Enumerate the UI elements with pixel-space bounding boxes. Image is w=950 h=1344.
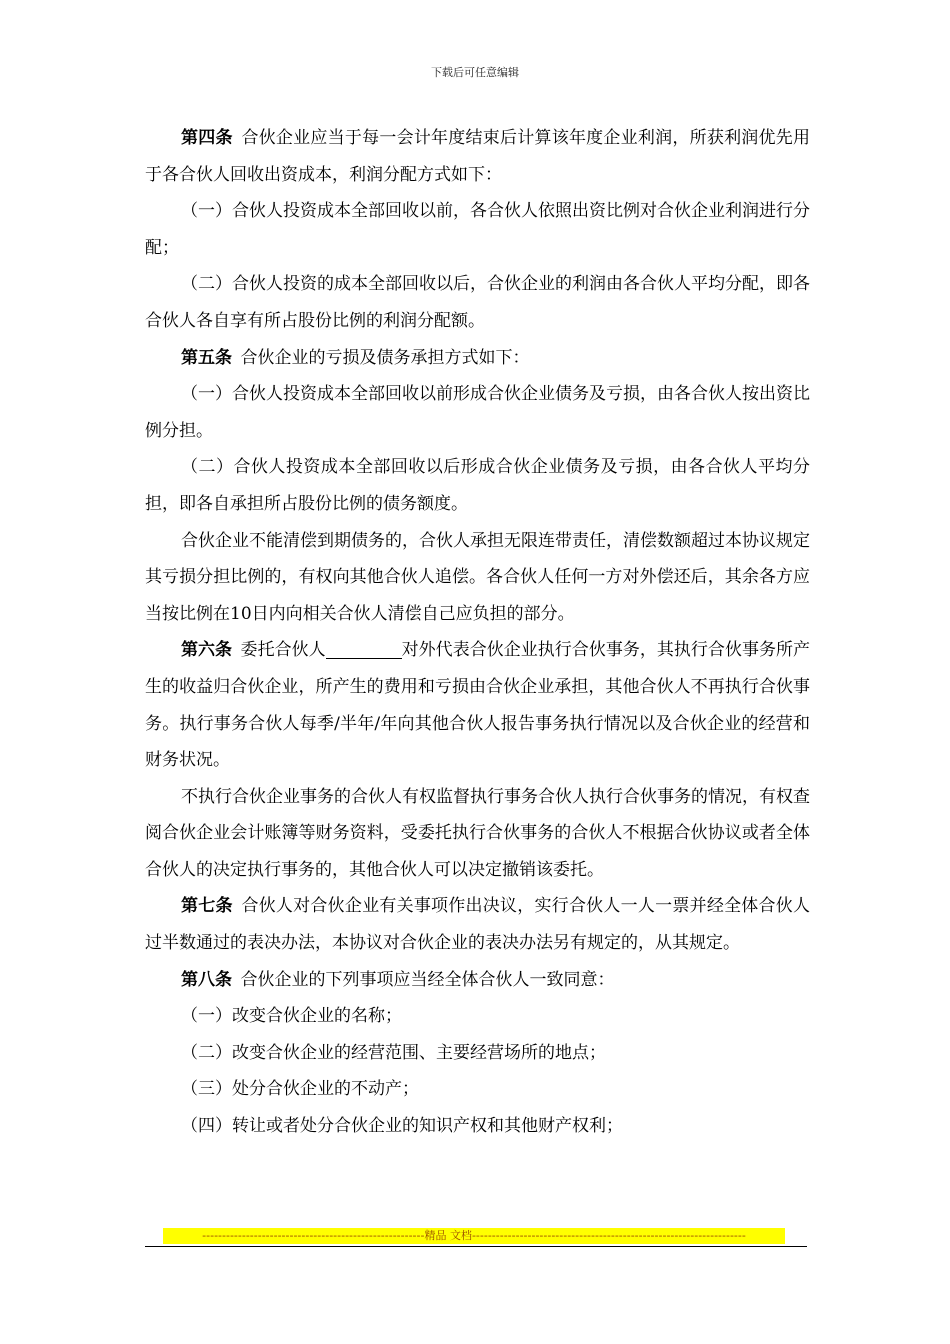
list-item [145, 1108, 810, 1145]
paragraph-article-7 [145, 888, 810, 961]
paragraph-article-8 [145, 962, 810, 999]
paragraph [145, 449, 810, 522]
article-label: 第七条 [181, 896, 233, 917]
paragraph-text: 委托合伙人 [240, 640, 326, 661]
paragraph-text: （二）改变合伙企业的经营范围、主要经营场所的地点； [181, 1042, 606, 1063]
paragraph-text: 合伙人对合伙企业有关事项作出决议，实行合伙人一人一票并经全体合伙人过半数通过的表决办法，本协议对合伙企业的表决办法另有规定的，从其规定。 [145, 896, 811, 954]
paragraph-text: 对外代表合伙企业执行合伙事务，其执行合伙事务所产生的收益归合伙企业，所产生的费用和亏损由合伙企业承担，其他合伙人不再执行合伙事务。执行事务合伙人每季/半年/年向其他合伙人报告事务执行情况以及合伙企业的经营和财务状况。 [145, 640, 811, 771]
paragraph [145, 779, 810, 889]
paragraph-text: 合伙企业的下列事项应当经全体合伙人一致同意： [240, 969, 615, 990]
paragraph [145, 523, 810, 633]
paragraph [145, 193, 810, 266]
article-label: 第五条 [181, 347, 232, 368]
article-label: 第八条 [181, 969, 232, 990]
paragraph-text: （二）合伙人投资成本全部回收以后形成合伙企业债务及亏损，由各合伙人平均分担，即各自承担所占股份比例的债务额度。 [145, 457, 810, 514]
paragraph-text: （一）改变合伙企业的名称； [181, 1006, 402, 1027]
paragraph-text: （二）合伙人投资的成本全部回收以后，合伙企业的利润由各合伙人平均分配，即各合伙人各自享有所占股份比例的利润分配额。 [145, 274, 810, 331]
paragraph-text: （三）处分合伙企业的不动产； [181, 1079, 419, 1100]
paragraph-text: （一）合伙人投资成本全部回收以前，各合伙人依照出资比例对合伙企业利润进行分配； [145, 201, 810, 258]
paragraph-text: 合伙企业应当于每一会计年度结束后计算该年度企业利润，所获利润优先用于各合伙人回收出资成本，利润分配方式如下： [145, 128, 811, 185]
footer-divider [145, 1246, 807, 1247]
paragraph-article-4 [145, 120, 810, 193]
paragraph-text: 合伙企业的亏损及债务承担方式如下： [240, 347, 530, 368]
list-item [145, 1071, 810, 1108]
paragraph-text: （一）合伙人投资成本全部回收以前形成合伙企业债务及亏损，由各合伙人按出资比例分担。 [145, 384, 810, 441]
paragraph-text: 合伙企业不能清偿到期债务的，合伙人承担无限连带责任，清偿数额超过本协议规定其亏损分担比例的，有权向其他合伙人追偿。各合伙人任何一方对外偿还后，其余各方应当按比例在10日内向相关合伙人清偿自己应负担的部分。 [145, 530, 810, 624]
paragraph-article-6 [145, 632, 810, 778]
page-header: 下载后可任意编辑 [431, 66, 519, 79]
paragraph-text: （四）转让或者处分合伙企业的知识产权和其他财产权利； [181, 1116, 623, 1137]
paragraph [145, 266, 810, 339]
list-item [145, 998, 810, 1035]
paragraph [145, 376, 810, 449]
paragraph-text: 不执行合伙企业事务的合伙人有权监督执行事务合伙人执行合伙事务的情况，有权查阅合伙企业会计账簿等财务资料，受委托执行合伙事务的合伙人不根据合伙协议或者全体合伙人的决定执行事务的，其他合伙人可以决定撤销该委托。 [145, 786, 810, 880]
blank-underline [326, 640, 402, 659]
footer-banner: --------------------------------------------------------精品 文档--------------------------------------------------------------------- [163, 1228, 785, 1244]
paragraph-article-5 [145, 340, 810, 377]
article-label: 第四条 [181, 128, 233, 148]
document-body [145, 120, 810, 1145]
article-label: 第六条 [181, 640, 233, 661]
list-item [145, 1035, 810, 1072]
